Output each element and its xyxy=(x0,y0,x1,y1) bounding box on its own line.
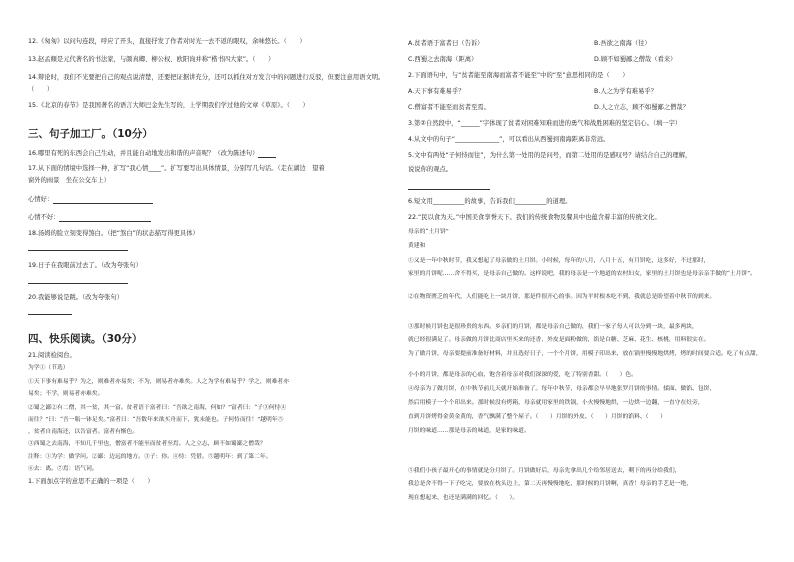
passage-line: ①又是一年中秋时节，我又想起了母亲做的土月饼。小时候，每年的八月，八月十五，有月饼吃，这多好，不过那时， xyxy=(408,258,710,264)
passage-title: 母亲的“土月饼” xyxy=(408,229,449,235)
question-6: 6.短文用__________的故事，告诉我们__________的道理。 xyxy=(408,198,572,205)
section-4-title: 四、快乐阅读。（30分） xyxy=(28,333,143,345)
passage-line: 易矣；不学，则易者亦难矣。 xyxy=(28,391,104,397)
option-a[interactable]: A.贫者语于富者曰（告诉） xyxy=(408,40,484,47)
passage-line: 现在想起来，也还是满满的回忆。（ ）。 xyxy=(408,495,519,501)
passage-line: 月饼的味道……那是母亲的味道，是家的味道。 xyxy=(408,428,530,434)
question-17-options: 窗外的雨景 坐在公交车上） xyxy=(28,177,110,184)
passage-line: 为了做月饼，母亲要提前准备好材料，并且选好日子，一个个月饼，用模子印出来，放在锅里慢慢地烘烤，烤的时间要合适。吃了有点甜， xyxy=(408,351,762,357)
mc-question-2: 2.下面语句中，与“贫者能至南海而富者不能至”中的“至”意思相同的是（ ） xyxy=(408,72,629,79)
section-3-title: 三、句子加工厂。（10分） xyxy=(28,128,153,140)
author: 黄建和 xyxy=(408,243,426,249)
option-d[interactable]: D.顾不如蜀鄙之僧哉（看来） xyxy=(594,56,677,63)
right-column xyxy=(408,0,780,562)
option-d[interactable]: D.人之立志，顾不如蜀鄙之僧哉？ xyxy=(594,104,690,111)
passage-line: 就已经很满足了。母亲做的月饼比商店里买来的还香，外皮是面粉做的，馅是白糖、芝麻、花生、核桃，用料很实在。 xyxy=(408,337,710,343)
passage-line: ①天下事有难易乎？为之，则难者亦易矣；不为，则易者亦难矣。人之为学有难易乎？学之，则难者亦 xyxy=(28,379,289,385)
mood-good: 心情好： xyxy=(28,196,153,204)
question-20: 20.我能够说是跳。（改为夸张句） xyxy=(28,294,124,301)
passage-line: ，贫者自南海还，以告富者。富者有惭色。 xyxy=(28,429,139,435)
question-5: 5.文中有两处“子何恃而往”，为什么第一处用的是问号，而第二处用的是感叹号？请结合自己的理解， xyxy=(408,152,692,159)
option-a[interactable]: A.天下事有难易乎？ xyxy=(408,88,465,95)
question-15: 15.《北京的春节》是我国著名的语言大师巴金先生写的，上学期我们学过他的文章《草原》。（ ） xyxy=(28,102,309,109)
passage-line: 然后用模子一个个印出来。那时候没有烤箱，母亲就用家里的铁锅，小火慢慢地烘，一边烘一边翻，一直守在灶旁， xyxy=(408,400,704,406)
option-c[interactable]: C.僧富者不能至而贫者至焉。 xyxy=(408,104,490,111)
mood-bad: 心情不好： xyxy=(28,214,151,222)
question-5-cont: 说说你的观点。 xyxy=(408,166,453,173)
question-4: 4.从文中的句子“______________”，可以看出从西蜀到南海距离非常远。 xyxy=(408,136,610,143)
passage-line: ②蜀之鄙②有二僧，其一贫，其一富。贫者语于富者曰：“吾欲之南海，何如？”富者曰：“子③何恃④ xyxy=(28,405,287,411)
option-c[interactable]: C.西蜀之去南海（距离） xyxy=(408,56,478,63)
passage-line: 我总是舍不得一下子吃完，要放在枕头边上，第二天再慢慢地吃，那时候的月饼啊，真香！母亲的手艺是一绝， xyxy=(408,481,693,487)
passage-line: 小小的月饼，都是母亲的心血，饱含着母亲对我们深深的爱，吃了特别香甜。（ ）色。 xyxy=(408,372,637,378)
notes-line: ⑥去：离。⑦焉：语气词。 xyxy=(28,466,98,472)
question-14-paren: （ ） xyxy=(28,86,54,93)
option-b[interactable]: B.吾欲之南海（往） xyxy=(594,40,651,47)
passage-line: ⑤我们小孩子最开心的事情就是分月饼了。月饼做好后，母亲先拿出几个给邻居送去，剩下的再分给我们， xyxy=(408,468,681,474)
passage-line: ③那时候月饼也是很珍贵的东西。乡亲们的月饼，都是母亲自己做的，我们一家子每人可以分到一块，最多两块， xyxy=(408,324,698,330)
question-16: 16.哪里有死的东西会自己生动，并且能自动地发出和谐的声音呢？（改为陈述句） xyxy=(28,150,276,158)
question-18: 18.汤姆的脸立刻变得煞白。（把“煞白”的状态描写得更具体） xyxy=(28,230,199,237)
answer-line-18[interactable] xyxy=(28,243,128,251)
question-12: 12.《匆匆》以问句连段，呼应了开头，直接抒发了作者对时光一去不返的眼叹，余味悠长。（ ） xyxy=(28,38,306,45)
answer-line-5[interactable] xyxy=(408,182,490,190)
option-b[interactable]: B.人之为学有难易乎？ xyxy=(594,88,657,95)
passage-line: 家里的月饼呢……舍不得买，是母亲自己做的。这样说吧，我的母亲是一个地道的农村妇女，家里的土月饼也是母亲亲手做的“土月饼”。 xyxy=(408,271,756,277)
passage-line: 而往？”曰：“吾一瓶一钵足矣。”富者曰：“吾数年来欲买舟而下，犹未能也。子何恃而往！”越明年⑤ xyxy=(28,417,284,423)
question-14: 14.辩论时，我们不光要把自己的观点说清楚，还要把证据讲充分，还可以抓住对方发言中的问题进行反驳，但要注意用语文明。 xyxy=(28,74,385,81)
passage-line: ④母亲为了做月饼，在中秋节前几天就开始准备了。每年中秋节，母亲都会早早地张罗月饼的事情。揉面、做馅、包饼， xyxy=(408,386,716,392)
passage-line: ③西蜀之去南海，不知几千里也，僧富者不能至而贫者至焉。人之立志，顾不如蜀鄙之僧哉？ xyxy=(28,441,266,447)
left-column xyxy=(28,0,400,562)
answer-line-19[interactable] xyxy=(28,276,128,284)
notes-line: 注释：①为学：做学问。②鄙：边远的地方。③子：你。④恃：凭借。⑤越明年：到了第二年。 xyxy=(28,454,272,460)
question-19: 19.日子在我眼前过去了。（改为夸张句） xyxy=(28,262,142,269)
answer-line[interactable] xyxy=(53,197,153,204)
question-17: 17.从下面的情境中选择一种，扩写“我心情____”。扩写要写出具体情景，分别写几句话。（走在湖边 望着 xyxy=(28,165,325,172)
answer-line-20[interactable] xyxy=(28,307,72,315)
answer-line[interactable] xyxy=(59,215,151,222)
question-22: 22.“民以食为天。”中国美食享誉天下。我们的传统食物及餐具中也蕴含着丰富的传统文化。 xyxy=(408,214,661,221)
question-21: 21.阅读检阅台。 xyxy=(28,352,76,359)
passage-title: 为学①（节选） xyxy=(28,365,69,371)
answer-line[interactable] xyxy=(258,151,276,158)
passage-line: ②在物资匮乏的年代，人们能吃上一块月饼，那是件很开心的事。因为平时根本吃不到，我就总是盼望着中秋节的到来。 xyxy=(408,294,716,300)
question-3: 3.第②自然段中，“______”字体现了贫者对困难知难而进的勇气和战胜困难的坚定信心。（填一字） xyxy=(408,120,682,127)
passage-line: 直到月饼烤得金黄金黄的，香气飘满了整个屋子。（ ）月饼的外皮、（ ）月饼的馅料、（ ） xyxy=(408,414,666,420)
question-13: 13.赵孟頫是元代著名的书法家，与颜真卿、柳公权、欧阳询并称“楷书四大家”。（ ） xyxy=(28,56,275,63)
mc-question-1: 1.下面加点字的意思不正确的一项是（ ） xyxy=(28,478,154,485)
